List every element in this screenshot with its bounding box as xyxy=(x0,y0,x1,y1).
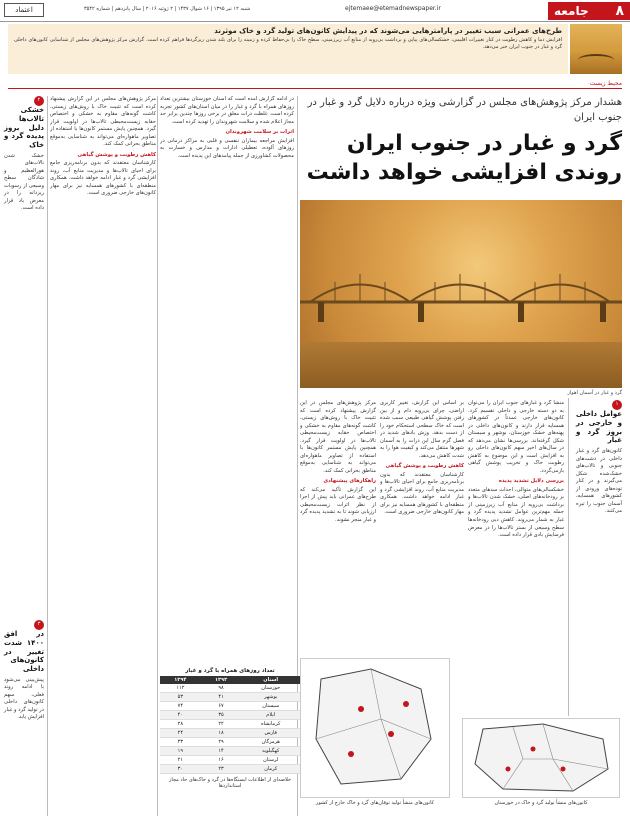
table-cell: فارس xyxy=(241,729,300,738)
map-graphic xyxy=(301,659,449,797)
table-cell: کرمانشاه xyxy=(241,720,300,729)
newspaper-logo: اعتماد xyxy=(4,3,44,17)
teaser-box xyxy=(8,24,568,74)
table-cell: بوشهر xyxy=(241,693,300,702)
column-5-text-b: کارشناسان معتقدند که بدون برنامه‌ریزی جامع برای احیای تالاب‌ها و مدیریت منابع آب، روند افزایشی گرد و غبار ادامه خواهد داشت. همکاری منطقه‌ای با کشورهای همسایه نیز برای مهار کانون‌های خارجی ضروری است. xyxy=(50,160,156,197)
table-row xyxy=(160,729,300,738)
table-cell: ۲۱ xyxy=(160,756,201,765)
table-cell: ۱۱۲ xyxy=(160,684,201,693)
kicker: هشدار مرکز پژوهش‌های مجلس در گزارشی ویژه درباره دلایل گرد و غبار در جنوب ایران xyxy=(307,97,622,123)
column-divider xyxy=(47,96,48,816)
table-row xyxy=(160,702,300,711)
table-row xyxy=(160,720,300,729)
sidebar-left-article-bottom xyxy=(4,620,44,722)
article-column-5 xyxy=(50,96,156,616)
column-2-text: بر اساس این گزارش، تغییر کاربری اراضی، چرای بی‌رویه دام و از بین رفتن پوشش گیاهی طبیعی سبب شده است که خاک سطحی استحکام خود را از دست بدهد. وزش بادهای شدید در فصل گرم سال این ذرات را به آسمان شهرها منتقل می‌کند و کیفیت هوا را به شدت کاهش می‌دهد. xyxy=(380,400,464,459)
page-number: ۸ xyxy=(615,3,624,19)
table-row xyxy=(160,747,300,756)
table-cell: کهگیلویه xyxy=(241,747,300,756)
table-cell: هرمزگان xyxy=(241,738,300,747)
article-column-3 xyxy=(300,400,376,650)
section-banner xyxy=(548,2,630,20)
table-cell: ۹۸ xyxy=(201,684,242,693)
bridge-silhouette xyxy=(300,262,622,322)
column-4-subheading: اثرات بر سلامت شهروندان xyxy=(225,129,294,136)
headline: گرد و غبار در جنوب ایران روندی افزایشی خواهد داشت xyxy=(306,131,622,185)
table-cell: ۱۸ xyxy=(201,729,242,738)
map-khuzestan-sources xyxy=(462,718,620,798)
table-cell: ۴۱ xyxy=(201,693,242,702)
table-cell: ۳۰ xyxy=(160,765,201,774)
table-cell: ۲۹ xyxy=(201,738,242,747)
map-external-sources xyxy=(300,658,450,798)
map-graphic xyxy=(463,719,619,797)
map-khuzestan-caption: کانون‌های منشأ تولید گرد و خاک در خوزستان xyxy=(494,800,588,806)
sidebar-left-bottom-text: پیش‌بینی می‌شود با ادامه روند فعلی، سهم کانون‌های داخلی در تولید گرد و غبار افزایش یابد. xyxy=(4,676,44,721)
column-2-text-b: کارشناسان معتقدند که بدون برنامه‌ریزی جامع برای احیای تالاب‌ها و مدیریت منابع آب، روند افزایشی گرد و غبار ادامه خواهد داشت. همکاری منطقه‌ای با کشورهای همسایه نیز برای مهار کانون‌های خارجی ضروری است. xyxy=(380,471,464,516)
table-cell: لرستان xyxy=(241,756,300,765)
table-row xyxy=(160,711,300,720)
data-table xyxy=(160,676,300,774)
column-2-subheading: کاهش رطوبت و پوشش گیاهی xyxy=(385,463,464,470)
teaser-text: افزایش دما و کاهش رطوبت در کنار تغییرات اقلیمی، خشکسالی‌های پیاپی و برداشت بی‌رویه از منابع آب زیرزمینی، سطح خاک را بی‌حفاظ کرده و زمینه را برای بلند شدن ریزگردها فراهم کرده است. گزارش مرکز پژوهش‌های مجلس از شناسایی کانون‌های داخلی گرد و غبار در جنوب ایران خبر می‌دهد. xyxy=(14,37,562,50)
table-header-cell: ۱۳۹۳ xyxy=(201,676,242,684)
table-row xyxy=(160,693,300,702)
header-divider xyxy=(0,21,630,22)
column-1-subheading: بررسی دلایل تشدید پدیده xyxy=(498,478,564,485)
table-cell: ۱۹ xyxy=(160,747,201,756)
table-cell: ۱۴ xyxy=(201,747,242,756)
teaser-title: طرح‌های عمرانی سبب تغییر در پارامترهایی می‌شوند که در پیدایش کانون‌های تولید گرد و خاک موثرند xyxy=(214,27,562,35)
table-cell: ۲۲ xyxy=(201,720,242,729)
table-header-cell: ۱۳۹۴ xyxy=(160,676,201,684)
column-3-text: مرکز پژوهش‌های مجلس در این گزارش پیشنهاد کرده است که تثبیت خاک با روش‌های زیستی، کاشت گونه‌های مقاوم به خشکی و اختصاص حقابه زیست‌محیطی تالاب‌ها در اولویت قرار گیرد. همچنین پایش مستمر کانون‌ها با استفاده از تصاویر ماهواره‌ای می‌تواند به شناسایی به‌موقع مناطق بحرانی کمک کند. xyxy=(300,400,376,474)
table-cell: ۵۳ xyxy=(160,693,201,702)
date-line: شنبه ۱۲ تیر ۱۳۹۵ | ۱۶ شوال ۱۴۳۷ | ۲ ژوئیه ۲۰۱۶ | سال پانزدهم | شماره ۳۵۴۲ xyxy=(84,6,251,12)
article-column-2 xyxy=(380,400,464,650)
table-header-cell: استان xyxy=(241,676,300,684)
sidebar-right-text: کانون‌های گرد و غبار داخلی در دشت‌های جنوبی و تالاب‌های خشک‌شده شکل می‌گیرند و در کنار توده‌های ورودی از کشورهای همسایه، آسمان جنوب را تیره می‌کنند. xyxy=(576,448,622,515)
page-header xyxy=(0,0,630,20)
sidebar-right-title: عوامل داخلی و خارجی در بروز گرد و غبار xyxy=(576,410,622,445)
table-cell: ۷۴ xyxy=(160,702,201,711)
sidebar-right-article xyxy=(576,400,622,516)
table-cell: کرمان xyxy=(241,765,300,774)
teaser-thumbnail xyxy=(570,24,622,74)
table-cell: ۲۳ xyxy=(201,765,242,774)
article-column-4 xyxy=(160,96,294,662)
article-number-badge: ۱ xyxy=(612,400,622,410)
section-title: جامعه xyxy=(554,4,589,18)
sidebar-left-top-text: خشک شدن تالاب‌های هورالعظیم و شادگان سطح وسیعی از رسوبات ریزدانه را در معرض باد قرار داده است. xyxy=(4,152,44,212)
map-external-caption: کانون‌های منشأ تولید توفان‌های گرد و خاک خارج از کشور xyxy=(315,800,435,806)
table-cell: ۳۵ xyxy=(201,711,242,720)
column-1-text: منشأ گرد و غبارهای جنوب ایران را می‌توان به دو دسته خارجی و داخلی تقسیم کرد. کانون‌های خارجی عمدتاً در کشورهای همسایه قرار دارند و کانون‌های داخلی در پهنه‌های خشک خوزستان، بوشهر و سیستان شکل گرفته‌اند. بررسی‌ها نشان می‌دهد که در سال‌های اخیر سهم کانون‌های داخلی رو به افزایش است و این موضوع به کاهش رطوبت خاک و تخریب پوشش گیاهی بازمی‌گردد. xyxy=(468,400,564,474)
column-5-text: مرکز پژوهش‌های مجلس در این گزارش پیشنهاد کرده است که تثبیت خاک با روش‌های زیستی، کاشت گونه‌های مقاوم به خشکی و اختصاص حقابه زیست‌محیطی تالاب‌ها در اولویت قرار گیرد. همچنین پایش مستمر کانون‌ها با استفاده از تصاویر ماهواره‌ای می‌تواند به شناسایی به‌موقع مناطق بحرانی کمک کند. xyxy=(50,96,156,148)
table-header-row xyxy=(160,676,300,684)
article-column-1 xyxy=(468,400,564,710)
table-cell: ایلام xyxy=(241,711,300,720)
sidebar-left-bottom-title: در افق ۱۴۰۰ شدت تغییر در کانون‌های داخلی xyxy=(4,630,44,673)
section-tag: محیط زیست xyxy=(589,80,622,87)
article-number-badge: ۲ xyxy=(34,96,44,106)
section-divider xyxy=(8,88,622,89)
sidebar-left-article-top xyxy=(4,96,44,213)
email-address[interactable]: ejtemaee@etemadnewspaper.ir xyxy=(345,5,441,12)
photo-caption: گرد و غبار در آسمان اهواز xyxy=(567,390,622,396)
column-3-text-b: این گزارش تأکید می‌کند که طرح‌های عمرانی باید پیش از اجرا از نظر اثرات زیست‌محیطی ارزیابی شوند تا به تشدید پدیده گرد و غبار منجر نشوند. xyxy=(300,486,376,523)
table-cell: ۱۶ xyxy=(201,756,242,765)
table-cell: خوزستان xyxy=(241,684,300,693)
table-row xyxy=(160,684,300,693)
table-title: تعداد روزهای همراه با گرد و غبار xyxy=(185,668,275,674)
table-row xyxy=(160,756,300,765)
table-row xyxy=(160,765,300,774)
table-cell: ۲۴ xyxy=(160,729,201,738)
table-footnote: خلاصه‌ای از اطلاعات ایستگاه‌ها در گرد و خاک‌های حاد مجاز استاندارد‌ها xyxy=(168,777,292,789)
article-number-badge: ۳ xyxy=(34,620,44,630)
table-cell: ۳۳ xyxy=(160,738,201,747)
dust-storm-photo xyxy=(300,200,622,388)
column-5-subheading: کاهش رطوبت و پوشش گیاهی xyxy=(77,151,156,158)
column-3-subheading: راهکارهای پیشنهادی xyxy=(323,478,376,485)
table-cell: سیستان xyxy=(241,702,300,711)
column-4-text-b: افزایش مراجعه بیماران تنفسی و قلبی به مراکز درمانی در روزهای آلوده، تعطیلی ادارات و مدارس و خسارت به محصولات کشاورزی از جمله پیامدهای این پدیده است. xyxy=(160,137,294,159)
table-cell: ۴۰ xyxy=(160,711,201,720)
sidebar-left-top-title: خشکی تالاب‌ها دلیل بروز پدیده گرد و خاک xyxy=(4,106,44,149)
table-cell: ۶۷ xyxy=(201,702,242,711)
column-1-text-b: خشکسالی‌های متوالی، احداث سدهای متعدد بر رودخانه‌های اصلی، خشک شدن تالاب‌ها و برداشت بی‌رویه از منابع آب زیرزمینی از جمله مهم‌ترین عوامل تشدید پدیده گرد و غبار به شمار می‌روند. کاهش دبی رودخانه‌ها سطح وسیعی از بستر تالاب‌ها را در معرض فرسایش بادی قرار داده است. xyxy=(468,486,564,539)
river-water xyxy=(300,342,622,388)
table-cell: ۲۸ xyxy=(160,720,201,729)
table-row xyxy=(160,738,300,747)
dust-days-table xyxy=(160,668,300,789)
column-divider xyxy=(157,96,158,816)
column-divider xyxy=(568,398,569,716)
column-4-text: در ادامه گزارش آمده است که استان خوزستان بیشترین تعداد روزهای همراه با گرد و غبار را در میان استان‌های کشور تجربه کرده است. غلظت ذرات معلق در برخی روزها چندین برابر حد مجاز اعلام شده و سلامت شهروندان را تهدید کرده است. xyxy=(160,96,294,125)
